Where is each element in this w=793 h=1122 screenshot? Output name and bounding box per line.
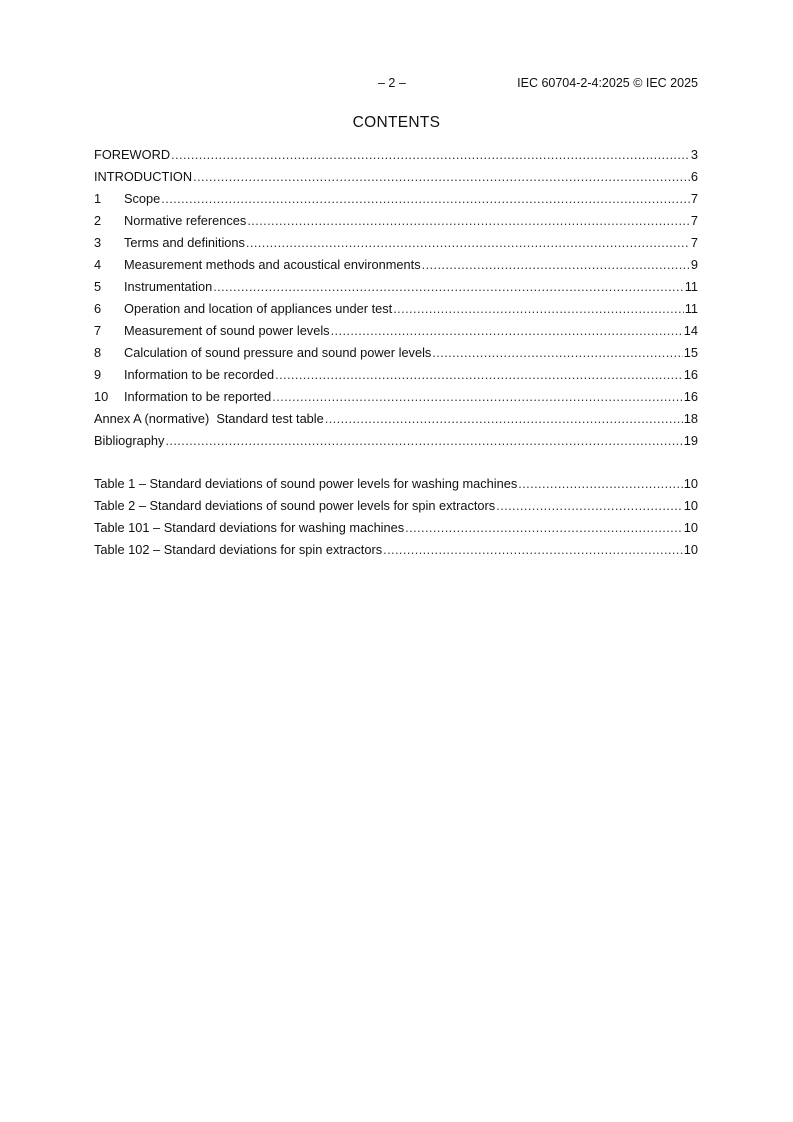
table-entry-page: 10 <box>683 520 698 535</box>
page-header <box>94 76 698 92</box>
toc-entry-page: 7 <box>690 191 698 206</box>
toc-entry-number: 8 <box>94 345 102 360</box>
toc-entry-measurement-methods[interactable] <box>94 254 698 276</box>
toc-entry-page: 18 <box>683 411 698 426</box>
toc-entry-number: 2 <box>94 213 102 228</box>
toc-entry-number: 3 <box>94 235 102 250</box>
toc-dot-leader <box>432 344 682 362</box>
toc-entry-information-recorded[interactable] <box>94 364 698 386</box>
toc-entry-number: 1 <box>94 191 102 206</box>
toc-entry-page: 11 <box>684 279 698 294</box>
toc-entry-title: Instrumentation <box>124 279 213 294</box>
toc-dot-leader <box>393 300 683 318</box>
toc-dot-leader <box>331 322 683 340</box>
toc-entry-number: 9 <box>94 367 102 382</box>
table-entry-title: Table 2 – Standard deviations of sound power levels for spin extractors <box>94 498 496 513</box>
toc-entry-page: 9 <box>690 257 698 272</box>
toc-entry-number: 10 <box>94 389 109 404</box>
toc-dot-leader <box>518 475 683 493</box>
toc-entry-terms-and-definitions[interactable] <box>94 232 698 254</box>
toc-dot-leader <box>193 168 690 186</box>
toc-entry-bibliography[interactable] <box>94 430 698 452</box>
table-entry-page: 10 <box>683 476 698 491</box>
toc-entry-page: 3 <box>690 147 698 162</box>
table-entry-101[interactable] <box>94 517 698 539</box>
toc-entry-title: Information to be reported <box>124 389 272 404</box>
toc-entry-number: 6 <box>94 301 102 316</box>
toc-entry-title: Bibliography <box>94 433 165 448</box>
table-entry-102[interactable] <box>94 539 698 561</box>
toc-entry-foreword[interactable] <box>94 144 698 166</box>
table-entry-title: Table 1 – Standard deviations of sound power levels for washing machines <box>94 476 518 491</box>
toc-entry-page: 16 <box>683 389 698 404</box>
toc-entry-scope[interactable] <box>94 188 698 210</box>
toc-entry-normative-references[interactable] <box>94 210 698 232</box>
toc-dot-leader <box>275 366 683 384</box>
toc-entry-title: Scope <box>124 191 161 206</box>
toc-dot-leader <box>405 519 683 537</box>
toc-entry-page: 11 <box>684 301 698 316</box>
toc-entry-calculation[interactable] <box>94 342 698 364</box>
toc-dot-leader <box>161 190 690 208</box>
toc-dot-leader <box>247 212 690 230</box>
toc-entry-title: Measurement of sound power levels <box>124 323 330 338</box>
toc-entry-title: Measurement methods and acoustical environments <box>124 257 421 272</box>
document-reference: IEC 60704-2-4:2025 © IEC 2025 <box>517 76 698 90</box>
toc-entry-instrumentation[interactable] <box>94 276 698 298</box>
toc-entry-operation-and-location[interactable] <box>94 298 698 320</box>
toc-entry-page: 16 <box>683 367 698 382</box>
toc-dot-leader <box>383 541 683 559</box>
toc-entry-title: INTRODUCTION <box>94 169 193 184</box>
toc-dot-leader <box>496 497 683 515</box>
table-of-contents <box>94 144 698 452</box>
page-number: – 2 – <box>378 76 406 90</box>
toc-entry-page: 7 <box>690 213 698 228</box>
toc-entry-title: Operation and location of appliances under test <box>124 301 393 316</box>
toc-entry-information-reported[interactable] <box>94 386 698 408</box>
toc-entry-page: 7 <box>690 235 698 250</box>
toc-entry-number: 7 <box>94 323 102 338</box>
toc-dot-leader <box>422 256 690 274</box>
toc-entry-title: Information to be recorded <box>124 367 275 382</box>
toc-dot-leader <box>171 146 690 164</box>
toc-entry-page: 6 <box>690 169 698 184</box>
table-entry-1[interactable] <box>94 473 698 495</box>
toc-entry-title: Annex A (normative) Standard test table <box>94 411 324 426</box>
toc-dot-leader <box>246 234 690 252</box>
toc-entry-number: 4 <box>94 257 102 272</box>
toc-entry-title: Normative references <box>124 213 247 228</box>
toc-entry-title: Calculation of sound pressure and sound power levels <box>124 345 432 360</box>
toc-dot-leader <box>165 432 682 450</box>
contents-title: CONTENTS <box>352 114 441 131</box>
toc-dot-leader <box>325 410 683 428</box>
toc-dot-leader <box>272 388 683 406</box>
toc-entry-page: 15 <box>683 345 698 360</box>
table-entry-page: 10 <box>683 498 698 513</box>
toc-entry-measurement-of-sound-power[interactable] <box>94 320 698 342</box>
toc-entry-page: 19 <box>683 433 698 448</box>
toc-entry-number: 5 <box>94 279 102 294</box>
toc-entry-title: Terms and definitions <box>124 235 245 250</box>
list-of-tables <box>94 473 698 561</box>
toc-entry-annex-a[interactable] <box>94 408 698 430</box>
toc-entry-page: 14 <box>683 323 698 338</box>
table-entry-page: 10 <box>683 542 698 557</box>
table-entry-title: Table 102 – Standard deviations for spin extractors <box>94 542 383 557</box>
toc-entry-introduction[interactable] <box>94 166 698 188</box>
table-entry-2[interactable] <box>94 495 698 517</box>
toc-dot-leader <box>213 278 683 296</box>
table-entry-title: Table 101 – Standard deviations for washing machines <box>94 520 405 535</box>
toc-entry-title: FOREWORD <box>94 147 171 162</box>
